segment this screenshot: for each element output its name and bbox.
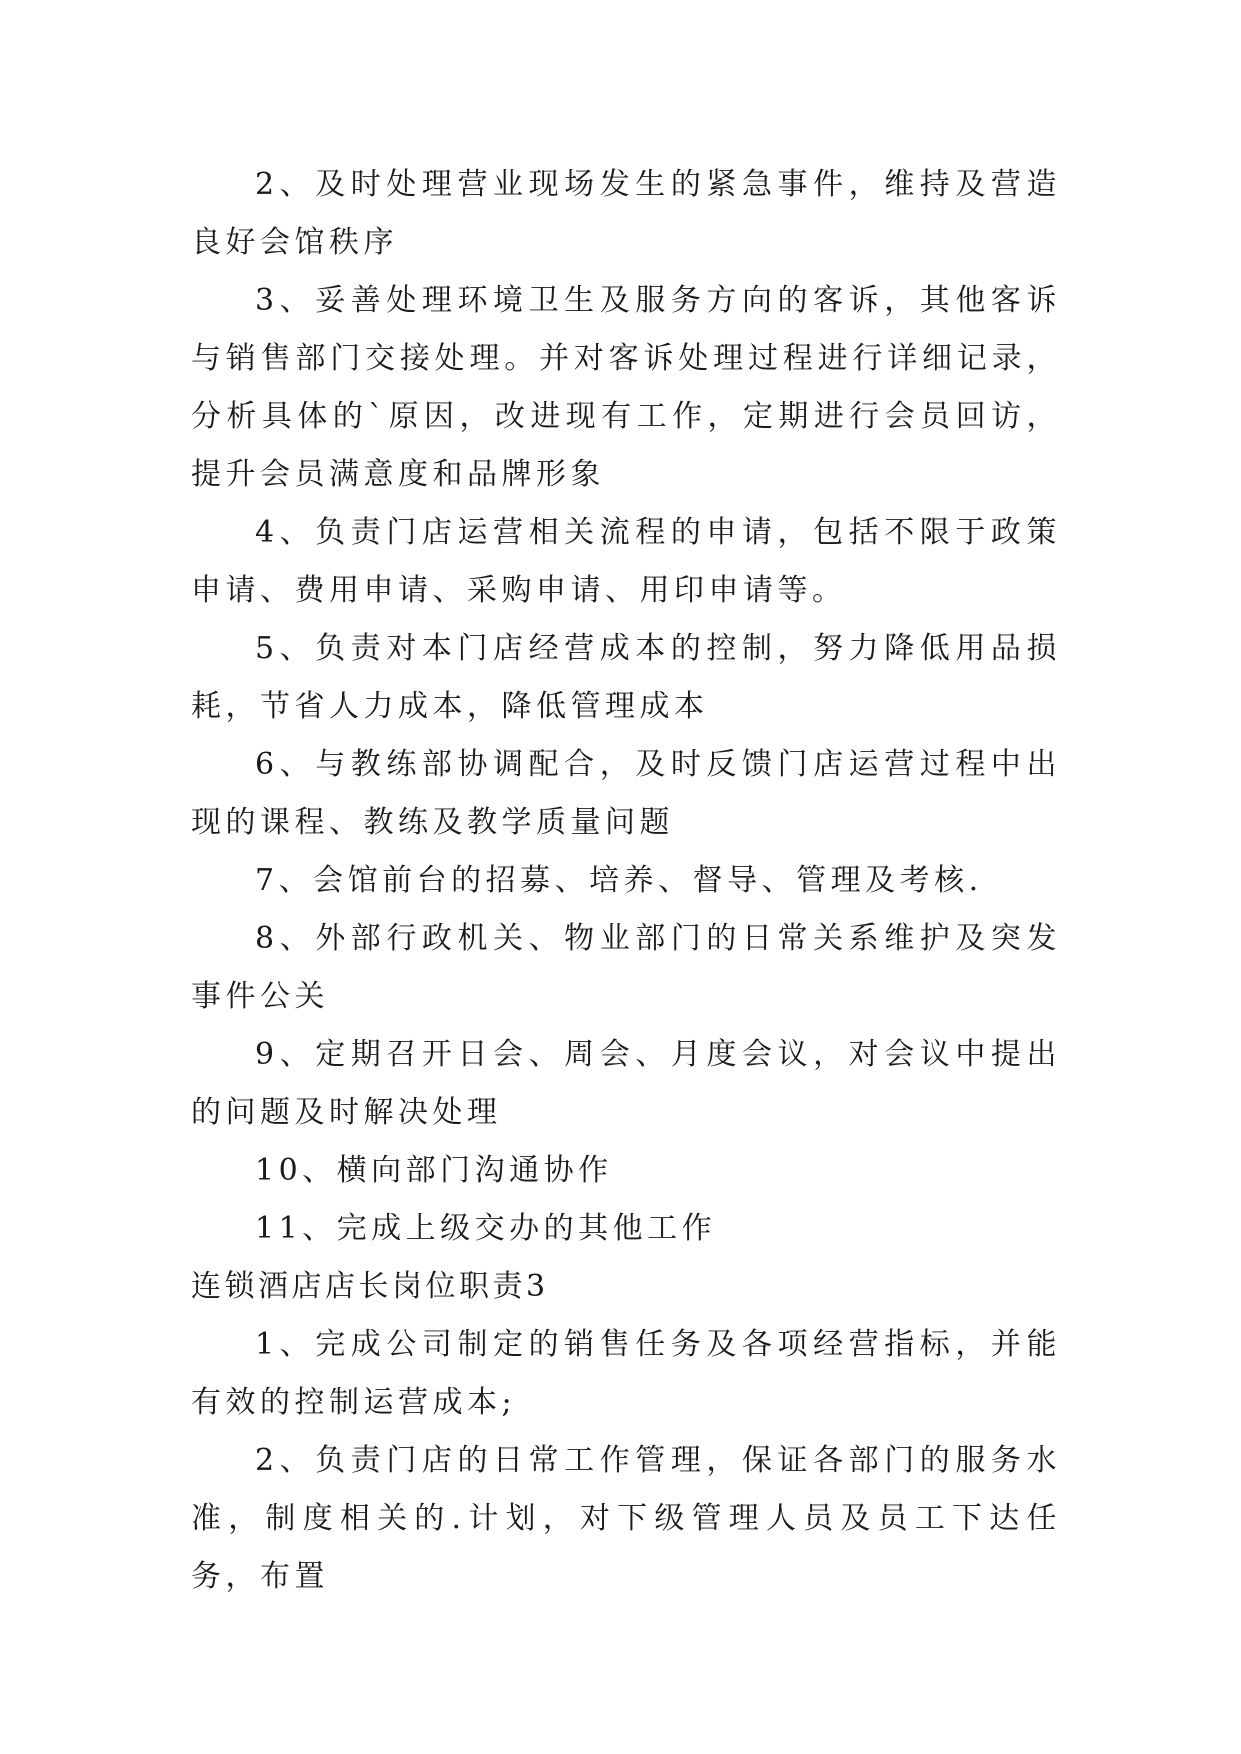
paragraph-item-4: 4、负责门店运营相关流程的申请，包括不限于政策申请、费用申请、采购申请、用印申请等。 [191,515,1061,608]
section-paragraph-item-2: 2、负责门店的日常工作管理，保证各部门的服务水准，制度相关的.计划，对下级管理人员及员工下达任务，布置 [191,1443,1061,1594]
section-paragraph-item-1: 1、完成公司制定的销售任务及各项经营指标，并能有效的控制运营成本; [191,1327,1061,1420]
paragraph-item-3: 3、妥善处理环境卫生及服务方向的客诉，其他客诉与销售部门交接处理。并对客诉处理过程进行详细记录，分析具体的`原因，改进现有工作，定期进行会员回访，提升会员满意度和品牌形象 [191,283,1061,492]
section-heading: 连锁酒店店长岗位职责3 [191,1269,549,1304]
paragraph-item-7: 7、会馆前台的招募、培养、督导、管理及考核. [255,863,983,898]
paragraph-item-2: 2、及时处理营业现场发生的紧急事件，维持及营造良好会馆秩序 [191,167,1061,260]
paragraph-item-8: 8、外部行政机关、物业部门的日常关系维护及突发事件公关 [191,921,1061,1014]
document-body [191,156,1061,1606]
paragraph-item-9: 9、定期召开日会、周会、月度会议，对会议中提出的问题及时解决处理 [191,1037,1061,1130]
paragraph-item-6: 6、与教练部协调配合，及时反馈门店运营过程中出现的课程、教练及教学质量问题 [191,747,1061,840]
paragraph-item-10: 10、横向部门沟通协作 [255,1153,613,1188]
paragraph-item-5: 5、负责对本门店经营成本的控制，努力降低用品损耗，节省人力成本，降低管理成本 [191,631,1061,724]
paragraph-item-11: 11、完成上级交办的其他工作 [255,1211,717,1246]
